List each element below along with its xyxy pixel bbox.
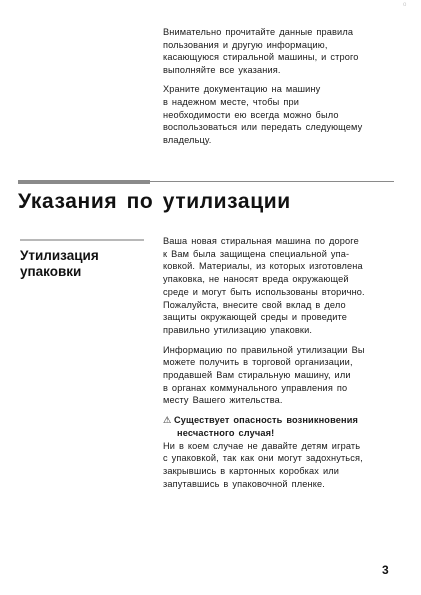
- text-line: пользования и другую информацию,: [163, 39, 328, 50]
- text-line: закрывшись в картонных коробках или: [163, 465, 340, 476]
- warning-line: несчастного случая!: [177, 427, 275, 438]
- body-paragraph: [163, 235, 395, 337]
- text-line: запутавшись в упаковочной пленке.: [163, 478, 325, 489]
- text-line: к Вам была защищена специальной упа-: [163, 248, 350, 259]
- warning-heading: [163, 414, 395, 439]
- intro-paragraph: [163, 26, 391, 76]
- section-title: Указания по утилизации: [18, 190, 291, 213]
- text-line: в органах коммунального управления по: [163, 382, 348, 393]
- warning-text: [163, 440, 395, 491]
- text-line: Храните документацию на машину: [163, 84, 321, 95]
- text-line: с упаковкой, так как они могут задохнуться,: [163, 453, 363, 464]
- text-line: Ни в коем случае не давайте детям играть: [163, 440, 361, 451]
- intro-paragraph: [163, 83, 391, 146]
- text-line: среде и могут быть использованы вторично.: [163, 286, 365, 297]
- text-line: продавшей Вам стиральную машину, или: [163, 370, 351, 381]
- section-rule-accent: [18, 180, 150, 184]
- text-line: правильно утилизацию упаковки.: [163, 324, 313, 335]
- text-line: касающуюся стиральной машины, и строго: [163, 52, 359, 63]
- text-line: ковкой. Материалы, из которых изготовлена: [163, 261, 363, 272]
- page-number: 3: [382, 563, 389, 577]
- text-line: Пожалуйста, внесите свой вклад в дело: [163, 299, 346, 310]
- body-text: [163, 235, 395, 497]
- text-line: необходимости ею всегда можно было: [163, 109, 339, 120]
- text-line: Информацию по правильной утилизации Вы: [163, 344, 365, 355]
- text-line: упаковка, не наносят вреда окружающей: [163, 274, 349, 285]
- subheading-line: Утилизация: [20, 248, 99, 263]
- text-line: воспользоваться или передать следующему: [163, 122, 363, 133]
- text-line: Внимательно прочитайте данные правила: [163, 27, 354, 37]
- text-line: в надежном месте, чтобы при: [163, 96, 300, 107]
- intro-text: [163, 26, 391, 153]
- corner-mark: o: [403, 2, 407, 8]
- text-line: можете получить в торговой организации,: [163, 357, 353, 368]
- warning-line: [163, 414, 395, 427]
- text-line: выполняйте все указания.: [163, 64, 281, 75]
- subheading: [20, 248, 144, 279]
- section-rule: [150, 181, 394, 182]
- text-line: защиты окружающей среды и проведите: [163, 312, 348, 323]
- warning-title-text: Существует опасность возникновения: [174, 415, 359, 426]
- subheading-line: упаковки: [20, 263, 82, 279]
- warning-triangle-icon: ⚠: [163, 415, 172, 426]
- body-paragraph: [163, 344, 395, 408]
- text-line: Ваша новая стиральная машина по дороге: [163, 236, 359, 246]
- text-line: месту Вашего жительства.: [163, 395, 283, 406]
- subheading-rule: [20, 239, 144, 241]
- text-line: владельцу.: [163, 134, 212, 145]
